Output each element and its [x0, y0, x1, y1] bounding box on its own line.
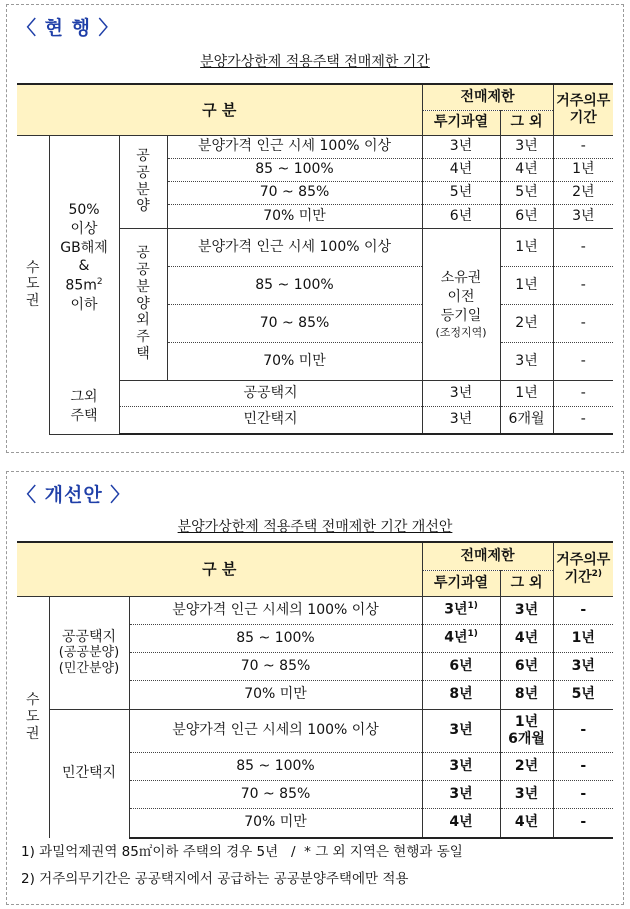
other-cell: 3년 [500, 342, 553, 380]
non-public-label: 공 공 분 양 외 주 택 [119, 228, 167, 380]
overheated-cell: 6년 [422, 652, 500, 680]
footnote-1: 1) 과밀억제권역 85㎡이하 주택의 경우 5년 / * 그 외 지역은 현행과 동일 [21, 844, 463, 860]
residence-cell: 3년 [553, 652, 613, 680]
other-cell: 5년 [500, 181, 553, 204]
cond-cell: 85 ~ 100% [167, 158, 422, 181]
residence-cell: - [553, 228, 613, 266]
header-residence: 거주의무 기간$^{2)}$ [553, 542, 613, 596]
proposal-table [17, 541, 613, 839]
other-cell: 6년 [500, 204, 553, 228]
other-cell: 8년 [500, 680, 553, 709]
residence-cell: 2년 [553, 181, 613, 204]
region-label: 수 도 권 [17, 596, 49, 838]
other-cell: 2년 [500, 752, 553, 780]
residence-cell: - [553, 808, 613, 838]
header-overheated: 투기과열 [422, 110, 500, 135]
residence-cell: 1년 [553, 158, 613, 181]
region-label: 수 도 권 [17, 135, 49, 434]
public-sale-label: 공 공 분 양 [119, 135, 167, 228]
cond-cell: 70 ~ 85% [129, 652, 422, 680]
cond-cell: 70 ~ 85% [167, 181, 422, 204]
overheated-cell: 3년 [422, 380, 500, 406]
cond-cell: 70% 미만 [167, 342, 422, 380]
residence-cell: - [553, 780, 613, 808]
cond-cell: 분양가격 인근 시세의 100% 이상 [129, 709, 422, 752]
proposal-panel [6, 471, 624, 905]
cond-cell: 분양가격 인근 시세의 100% 이상 [129, 596, 422, 624]
header-other: 그 외 [500, 110, 553, 135]
overheated-cell: 4년$^{1)}$ [422, 624, 500, 652]
residence-cell: - [553, 596, 613, 624]
residence-cell: - [553, 135, 613, 158]
overheated-cell: 3년 [422, 780, 500, 808]
cond-cell: 70% 미만 [167, 204, 422, 228]
header-other: 그 외 [500, 570, 553, 596]
current-panel [6, 4, 624, 453]
overheated-cell: 4년 [422, 808, 500, 838]
group-a-label: 50% 이상 GB해제 & $85m^2$ 이하 [49, 135, 119, 380]
overheated-cell: 8년 [422, 680, 500, 709]
cond-cell: 85 ~ 100% [167, 266, 422, 304]
cond-cell: 85 ~ 100% [129, 624, 422, 652]
other-cell: 3년 [500, 780, 553, 808]
non-public-overheated: 소유권 이전 등기일 (조정지역) [422, 228, 500, 380]
other-cell: 4년 [500, 158, 553, 181]
header-resale: 전매제한 [422, 542, 553, 570]
residence-cell: 5년 [553, 680, 613, 709]
cond-cell: 70 ~ 85% [129, 780, 422, 808]
other-cell: 1년 [500, 228, 553, 266]
residence-cell: - [553, 406, 613, 434]
other-cell: 4년 [500, 624, 553, 652]
cond-cell: 70% 미만 [129, 680, 422, 709]
overheated-cell: 3년 [422, 709, 500, 752]
proposal-heading: 〈 개선안 〉 [17, 484, 131, 506]
residence-cell: - [553, 342, 613, 380]
header-residence: 거주의무 기간 [553, 84, 613, 135]
header-overheated: 투기과열 [422, 570, 500, 596]
overheated-cell: 3년 [422, 135, 500, 158]
overheated-cell: 5년 [422, 181, 500, 204]
residence-cell: 3년 [553, 204, 613, 228]
current-table [17, 83, 613, 435]
other-cell: 1년 6개월 [500, 709, 553, 752]
residence-cell: - [553, 266, 613, 304]
cond-cell: 분양가격 인근 시세 100% 이상 [167, 228, 422, 266]
cond-cell: 분양가격 인근 시세 100% 이상 [167, 135, 422, 158]
cond-cell: 85 ~ 100% [129, 752, 422, 780]
proposal-subtitle: 분양가상한제 적용주택 전매제한 기간 개선안 [177, 519, 453, 535]
overheated-cell: 4년 [422, 158, 500, 181]
residence-cell: - [553, 380, 613, 406]
overheated-cell: 6년 [422, 204, 500, 228]
current-heading: 〈 현 행 〉 [17, 17, 119, 39]
other-cell: 3년 [500, 596, 553, 624]
other-cell: 6년 [500, 652, 553, 680]
cond-cell: 공공택지 [119, 380, 422, 406]
other-cell: 2년 [500, 304, 553, 342]
cond-cell: 민간택지 [119, 406, 422, 434]
residence-cell: - [553, 752, 613, 780]
cond-cell: 70 ~ 85% [167, 304, 422, 342]
other-housing-label: 그외 주택 [49, 380, 119, 434]
cond-cell: 70% 미만 [129, 808, 422, 838]
current-subtitle: 분양가상한제 적용주택 전매제한 기간 [200, 54, 430, 70]
header-resale: 전매제한 [422, 84, 553, 110]
public-land-label: 공공택지 (공공분양) (민간분양) [49, 596, 129, 709]
private-land-label: 민간택지 [49, 709, 129, 838]
other-cell: 3년 [500, 135, 553, 158]
overheated-cell: 3년 [422, 406, 500, 434]
residence-cell: - [553, 304, 613, 342]
other-cell: 6개월 [500, 406, 553, 434]
overheated-cell: 3년 [422, 752, 500, 780]
footnote-2: 2) 거주의무기간은 공공택지에서 공급하는 공공분양주택에만 적용 [21, 871, 409, 887]
header-category: 구 분 [17, 84, 422, 135]
residence-cell: 1년 [553, 624, 613, 652]
other-cell: 4년 [500, 808, 553, 838]
overheated-cell: 3년$^{1)}$ [422, 596, 500, 624]
other-cell: 1년 [500, 266, 553, 304]
residence-cell: - [553, 709, 613, 752]
other-cell: 1년 [500, 380, 553, 406]
footnotes [21, 839, 463, 893]
header-category: 구 분 [17, 542, 422, 596]
